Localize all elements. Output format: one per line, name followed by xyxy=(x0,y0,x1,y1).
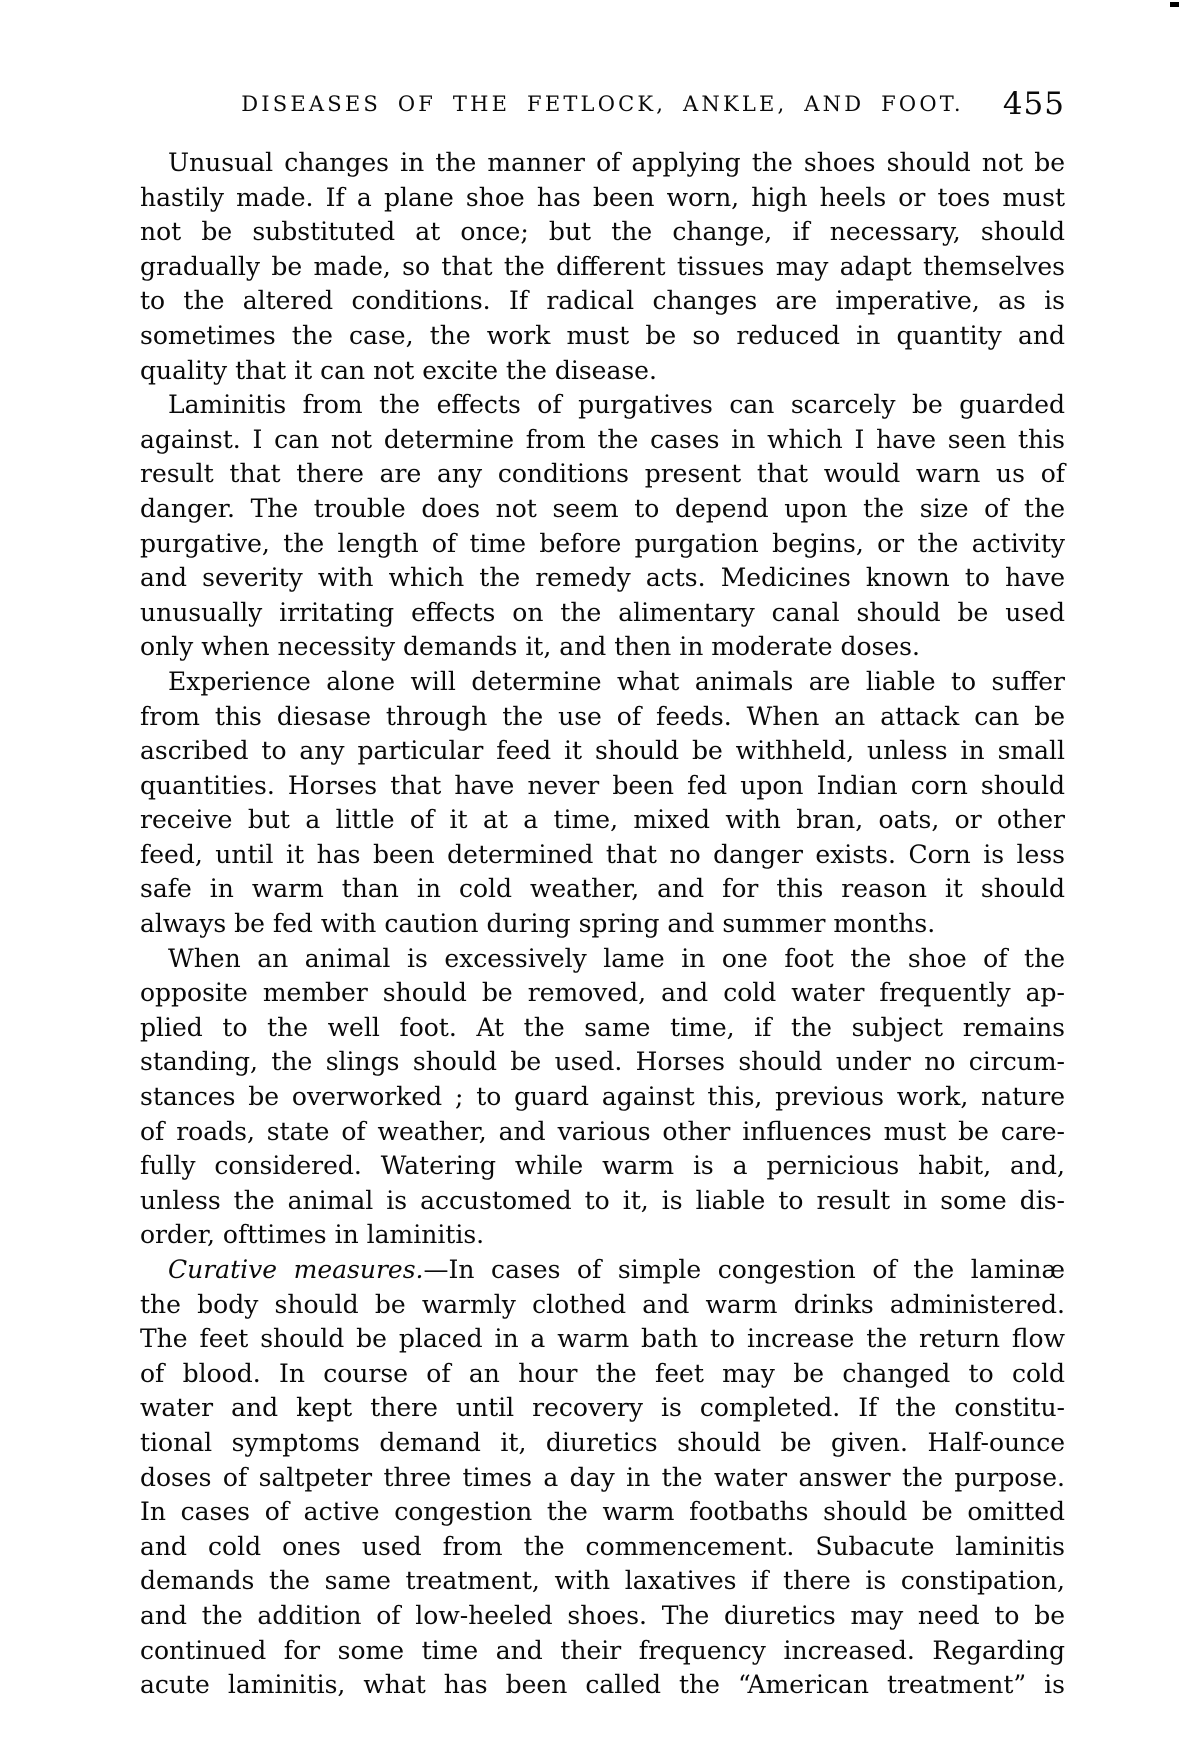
text-line: ascribed to any particular feed it should be withheld, unless in small xyxy=(140,736,1065,766)
text-line: Unusual changes in the manner of applying the shoes should not be xyxy=(168,148,1065,177)
text-line: and the addition of low-heeled shoes. The diuretics may need to be xyxy=(140,1600,1065,1630)
paragraph xyxy=(140,665,1065,942)
text-line: When an animal is excessively lame in one foot the shoe of the xyxy=(168,943,1065,973)
paragraph xyxy=(140,146,1065,388)
text-line: danger. The trouble does not seem to depend upon the size of the xyxy=(140,493,1065,523)
text-line: sometimes the case, the work must be so reduced in quantity and xyxy=(140,320,1065,350)
text-line: from this diesase through the use of feeds. When an attack can be xyxy=(140,701,1065,731)
text-line: In cases of active congestion the warm footbaths should be omitted xyxy=(140,1497,1065,1527)
text-line: continued for some time and their frequency increased. Regarding xyxy=(140,1635,1065,1665)
page-body xyxy=(140,146,1065,1703)
text-line: unless the animal is accustomed to it, is liable to result in some dis- xyxy=(140,1185,1065,1215)
text-line: of roads, state of weather, and various other influences must be care- xyxy=(140,1116,1065,1146)
text-line: quality that it can not excite the disease. xyxy=(140,355,657,385)
text-line: stances be overworked ; to guard against this, previous work, nature xyxy=(140,1082,1065,1112)
text-line: fully considered. Watering while warm is a pernicious habit, and, xyxy=(140,1151,1065,1181)
text-line: Experience alone will determine what animals are liable to suffer xyxy=(168,666,1065,696)
text-line: receive but a little of it at a time, mixed with bran, oats, or other xyxy=(140,805,1065,835)
text-line: and severity with which the remedy acts. Medicines known to have xyxy=(140,563,1065,593)
paragraph xyxy=(140,388,1065,665)
text-line: to the altered conditions. If radical changes are imperative, as is xyxy=(140,286,1065,316)
text-line: standing, the slings should be used. Horses should under no circum- xyxy=(140,1047,1065,1077)
running-header xyxy=(140,86,1065,126)
text-line: acute laminitis, what has been called the “American treatment” is xyxy=(140,1670,1065,1700)
text-line: and cold ones used from the commencement. Subacute laminitis xyxy=(140,1531,1065,1561)
text-line: Laminitis from the effects of purgatives can scarcely be guarded xyxy=(168,390,1065,420)
italic-lead: Curative measures. xyxy=(168,1255,424,1284)
text-line: against. I can not determine from the cases in which I have seen this xyxy=(140,424,1065,454)
page-title: DISEASES OF THE FETLOCK, ANKLE, AND FOOT. xyxy=(241,92,964,116)
text-line: unusually irritating effects on the alimentary canal should be used xyxy=(140,597,1065,627)
text-line: hastily made. If a plane shoe has been worn, high heels or toes must xyxy=(140,182,1065,212)
text-line: order, ofttimes in laminitis. xyxy=(140,1220,485,1250)
text-line: quantities. Horses that have never been fed upon Indian corn should xyxy=(140,770,1065,800)
text-line: safe in warm than in cold weather, and for this reason it should xyxy=(140,874,1065,904)
scan-artifact xyxy=(1170,2,1179,7)
text-line: opposite member should be removed, and cold water frequently ap- xyxy=(140,978,1065,1008)
text-line: The feet should be placed in a warm bath to increase the return flow xyxy=(140,1324,1065,1354)
text-line: result that there are any conditions present that would warn us of xyxy=(140,459,1065,489)
text-line: not be substituted at once; but the change, if necessary, should xyxy=(140,217,1065,247)
text-line: always be fed with caution during spring and summer months. xyxy=(140,909,936,939)
text-line: the body should be warmly clothed and warm drinks administered. xyxy=(140,1289,1065,1319)
text-line: doses of saltpeter three times a day in the water answer the purpose. xyxy=(140,1462,1065,1492)
text-line: Curative measures.—In cases of simple congestion of the laminæ xyxy=(168,1255,1065,1284)
text-line: demands the same treatment, with laxatives if there is constipation, xyxy=(140,1566,1065,1596)
page-number: 455 xyxy=(1002,86,1065,122)
text-line: purgative, the length of time before purgation begins, or the activity xyxy=(140,528,1065,558)
text-line: tional symptoms demand it, diuretics should be given. Half-ounce xyxy=(140,1427,1065,1457)
text-line: of blood. In course of an hour the feet may be changed to cold xyxy=(140,1358,1065,1388)
text-line: water and kept there until recovery is completed. If the constitu- xyxy=(140,1393,1065,1423)
text-line: only when necessity demands it, and then in moderate doses. xyxy=(140,632,920,662)
text-line: gradually be made, so that the different tissues may adapt themselves xyxy=(140,251,1065,281)
text-line: plied to the well foot. At the same time, if the subject remains xyxy=(140,1012,1065,1042)
paragraph xyxy=(140,1253,1065,1703)
paragraph xyxy=(140,942,1065,1253)
text-line: feed, until it has been determined that no danger exists. Corn is less xyxy=(140,839,1065,869)
